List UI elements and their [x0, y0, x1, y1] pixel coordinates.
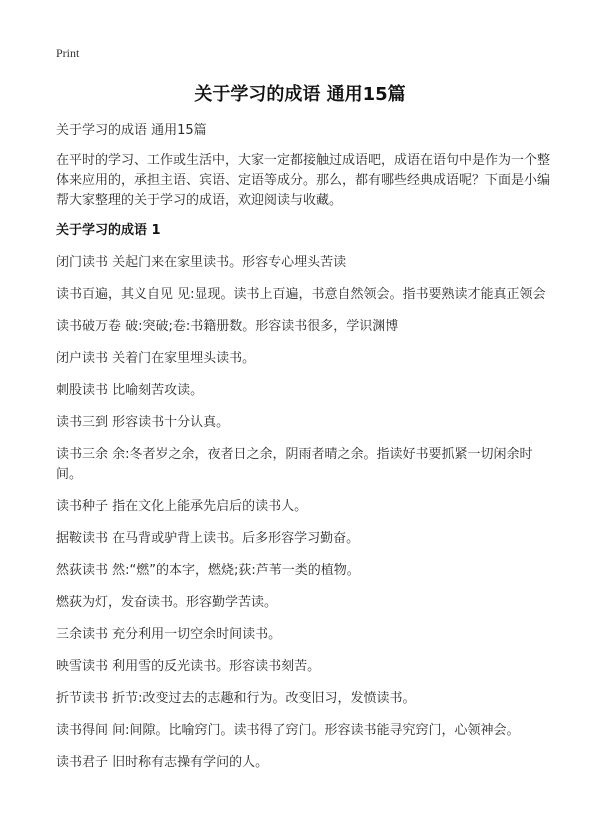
idiom-item: 读书得间 间:间隙。比喻窍门。读书得了窍门。形容读书能寻究窍门，心领神会。 — [56, 723, 520, 738]
idiom-item: 读书君子 旧时称有志操有学问的人。 — [56, 755, 269, 770]
idiom-item: 闭户读书 关着门在家里埋头读书。 — [56, 351, 256, 366]
article-subtitle: 关于学习的成语 通用15篇 — [56, 123, 207, 138]
idiom-list — [56, 253, 556, 773]
article-body — [56, 121, 556, 785]
idiom-item: 映雪读书 利用雪的反光读书。形容读书刻苦。 — [56, 659, 321, 674]
idiom-item: 据鞍读书 在马背或驴背上读书。后多形容学习勤奋。 — [56, 531, 360, 546]
idiom-item: 读书三到 形容读书十分认真。 — [56, 415, 230, 430]
idiom-item: 刺股读书 比喻刻苦攻读。 — [56, 383, 204, 398]
idiom-item: 读书百遍，其义自见 见:显现。读书上百遍，书意自然领会。指书要熟读才能真正领会 — [56, 287, 546, 302]
idiom-item: 然荻读书 然:“燃”的本字，燃烧;荻:芦苇一类的植物。 — [56, 563, 360, 578]
idiom-item: 折节读书 折节:改变过去的志趣和行为。改变旧习，发愤读书。 — [56, 691, 416, 706]
idiom-item: 读书破万卷 破:突破;卷:书籍册数。形容读书很多，学识渊博 — [56, 319, 399, 334]
page-title: 关于学习的成语 通用15篇 — [194, 84, 406, 105]
print-link[interactable]: Print — [56, 46, 80, 60]
idiom-item: 读书种子 指在文化上能承先启后的读书人。 — [56, 499, 308, 514]
idiom-item: 燃荻为灯，发奋读书。形容勤学苦读。 — [56, 595, 278, 610]
idiom-item: 闭门读书 关起门来在家里读书。形容专心埋头苦读 — [56, 255, 347, 270]
section-heading: 关于学习的成语 1 — [56, 223, 161, 238]
idiom-item: 读书三余 余:冬者岁之余，夜者日之余，阴雨者晴之余。指读好书要抓紧一切闲余时间。 — [56, 447, 533, 482]
intro-paragraph: 在平时的学习、工作或生活中，大家一定都接触过成语吧，成语在语句中是作为一个整体来应用的，承担主语、宾语、定语等成分。那么，都有哪些经典成语呢？下面是小编帮大家整理的关于学习的成语，欢迎阅读与收藏。 — [56, 153, 551, 208]
idiom-item: 三余读书 充分利用一切空余时间读书。 — [56, 627, 282, 642]
